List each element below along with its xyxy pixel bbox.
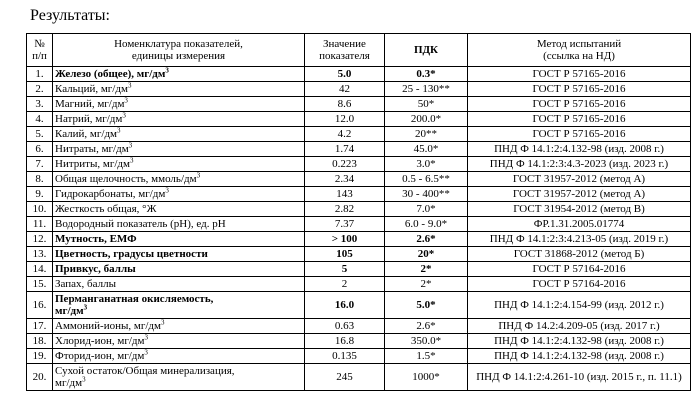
unit-superscript: 3	[144, 333, 148, 342]
row-number: 6.	[27, 142, 53, 157]
unit-superscript: 3	[196, 171, 201, 180]
indicator-name	[53, 349, 305, 364]
table-row	[27, 187, 691, 202]
header-name-line2: единицы измерения	[131, 50, 226, 62]
indicator-name	[53, 97, 305, 112]
indicator-value: 4.2	[305, 127, 385, 142]
table-row	[27, 67, 691, 82]
indicator-name-text: Натрий, мг/дм	[55, 113, 123, 125]
row-number: 7.	[27, 157, 53, 172]
table-row	[27, 97, 691, 112]
pdk-limit: 5.0*	[385, 292, 468, 319]
indicator-name-text: Мутность, ЕМФ	[55, 233, 137, 245]
unit-superscript: 3	[127, 81, 132, 90]
indicator-value: 143	[305, 187, 385, 202]
table-row	[27, 277, 691, 292]
test-method: ПНД Ф 14.1:2:4.132-98 (изд. 2008 г.)	[468, 334, 691, 349]
indicator-name-text: Водородный показатель (pH), ед. pH	[55, 218, 226, 230]
indicator-value: 2	[305, 277, 385, 292]
indicator-name-text: Нитриты, мг/дм	[55, 158, 130, 170]
test-method: ГОСТ Р 57165-2016	[468, 97, 691, 112]
test-method: ПНД Ф 14.1:2:4.154-99 (изд. 2012 г.)	[468, 292, 691, 319]
unit-superscript: 3	[128, 141, 133, 150]
indicator-name-unit: мг/дм	[55, 377, 83, 389]
indicator-value: 16.0	[305, 292, 385, 319]
test-method: ПНД Ф 14.1:2:4.132-98 (изд. 2008 г.)	[468, 142, 691, 157]
indicator-name	[53, 232, 305, 247]
pdk-limit: 45.0*	[385, 142, 468, 157]
test-method: ПНД Ф 14.1:2:4.132-98 (изд. 2008 г.)	[468, 349, 691, 364]
test-method: ПНД Ф 14.1:2:4.261-10 (изд. 2015 г., п. 11.1)	[468, 364, 691, 391]
table-row	[27, 82, 691, 97]
unit-superscript: 3	[122, 111, 126, 120]
indicator-name	[53, 292, 305, 319]
pdk-limit: 0.5 - 6.5**	[385, 172, 468, 187]
indicator-name-text: Калий, мг/дм	[55, 128, 118, 140]
row-number: 16.	[27, 292, 53, 319]
indicator-value: 5	[305, 262, 385, 277]
indicator-name	[53, 202, 305, 217]
row-number: 3.	[27, 97, 53, 112]
header-num-line2: п/п	[32, 50, 47, 62]
table-row	[27, 334, 691, 349]
pdk-limit: 2.6*	[385, 319, 468, 334]
indicator-name	[53, 319, 305, 334]
table-row	[27, 364, 691, 391]
table-row	[27, 217, 691, 232]
pdk-limit: 6.0 - 9.0*	[385, 217, 468, 232]
row-number: 5.	[27, 127, 53, 142]
test-method: ГОСТ Р 57165-2016	[468, 112, 691, 127]
indicator-name-text: Фторид-ион, мг/дм	[55, 350, 145, 362]
indicator-name-text: Нитраты, мг/дм	[55, 143, 129, 155]
indicator-name	[53, 217, 305, 232]
test-method: ГОСТ 31954-2012 (метод В)	[468, 202, 691, 217]
indicator-name-text: Аммоний-ионы, мг/дм	[55, 320, 161, 332]
header-pdk: ПДК	[385, 34, 468, 67]
pdk-limit: 200.0*	[385, 112, 468, 127]
table-row	[27, 202, 691, 217]
pdk-limit: 20*	[385, 247, 468, 262]
unit-superscript: 3	[117, 126, 121, 135]
test-method: ГОСТ Р 57165-2016	[468, 127, 691, 142]
row-number: 10.	[27, 202, 53, 217]
pdk-limit: 0.3*	[385, 67, 468, 82]
test-method: ГОСТ 31957-2012 (метод А)	[468, 172, 691, 187]
results-table	[26, 33, 691, 391]
header-name-line1: Номенклатура показателей,	[114, 38, 243, 50]
row-number: 8.	[27, 172, 53, 187]
table-row	[27, 349, 691, 364]
table-row	[27, 112, 691, 127]
indicator-name	[53, 112, 305, 127]
indicator-value: 12.0	[305, 112, 385, 127]
indicator-name	[53, 172, 305, 187]
indicator-name	[53, 277, 305, 292]
header-method	[468, 34, 691, 67]
indicator-value: 105	[305, 247, 385, 262]
indicator-name-text: Магний, мг/дм	[55, 98, 125, 110]
indicator-value: 245	[305, 364, 385, 391]
indicator-name	[53, 187, 305, 202]
pdk-limit: 3.0*	[385, 157, 468, 172]
unit-superscript: 3	[144, 348, 148, 357]
pdk-limit: 1.5*	[385, 349, 468, 364]
table-row	[27, 292, 691, 319]
header-method-line1: Метод испытаний	[536, 38, 622, 50]
indicator-name	[53, 262, 305, 277]
row-number: 2.	[27, 82, 53, 97]
indicator-value: 42	[305, 82, 385, 97]
pdk-limit: 30 - 400**	[385, 187, 468, 202]
test-method: ГОСТ 31868-2012 (метод Б)	[468, 247, 691, 262]
indicator-name-text: Жесткость общая, °Ж	[55, 203, 157, 215]
table-row	[27, 262, 691, 277]
pdk-limit: 20**	[385, 127, 468, 142]
indicator-name-text: Запах, баллы	[55, 278, 116, 290]
header-num-line1: №	[34, 38, 45, 50]
pdk-limit: 350.0*	[385, 334, 468, 349]
table-row	[27, 319, 691, 334]
pdk-limit: 50*	[385, 97, 468, 112]
indicator-value: 0.135	[305, 349, 385, 364]
unit-superscript: 3	[124, 96, 128, 105]
header-name	[53, 34, 305, 67]
header-value	[305, 34, 385, 67]
indicator-name	[53, 247, 305, 262]
test-method: ПНД Ф 14.2:4.209-05 (изд. 2017 г.)	[468, 319, 691, 334]
indicator-name	[53, 67, 305, 82]
header-num	[27, 34, 53, 67]
indicator-name-unit: мг/дм	[55, 305, 84, 317]
indicator-value: 0.223	[305, 157, 385, 172]
table-row	[27, 172, 691, 187]
test-method: ГОСТ 31957-2012 (метод А)	[468, 187, 691, 202]
unit-superscript: 3	[83, 303, 88, 312]
indicator-name-text: Сухой остаток/Общая минерализация,	[55, 365, 235, 377]
test-method: ГОСТ Р 57165-2016	[468, 82, 691, 97]
indicator-name	[53, 364, 305, 391]
indicator-name-text: Хлорид-ион, мг/дм	[55, 335, 145, 347]
pdk-limit: 7.0*	[385, 202, 468, 217]
row-number: 4.	[27, 112, 53, 127]
test-method: ФР.1.31.2005.01774	[468, 217, 691, 232]
row-number: 20.	[27, 364, 53, 391]
pdk-limit: 25 - 130**	[385, 82, 468, 97]
row-number: 19.	[27, 349, 53, 364]
test-method: ГОСТ Р 57165-2016	[468, 67, 691, 82]
indicator-name	[53, 142, 305, 157]
table-row	[27, 142, 691, 157]
row-number: 15.	[27, 277, 53, 292]
unit-superscript: 3	[165, 186, 169, 195]
table-row	[27, 247, 691, 262]
indicator-value: > 100	[305, 232, 385, 247]
test-method: ГОСТ Р 57164-2016	[468, 277, 691, 292]
row-number: 18.	[27, 334, 53, 349]
indicator-value: 2.34	[305, 172, 385, 187]
pdk-limit: 2*	[385, 277, 468, 292]
unit-superscript: 3	[165, 66, 169, 75]
indicator-name-text: Железо (общее), мг/дм	[55, 68, 166, 80]
table-header-row	[27, 34, 691, 67]
indicator-name	[53, 334, 305, 349]
indicator-value: 0.63	[305, 319, 385, 334]
unit-superscript: 3	[82, 375, 86, 384]
indicator-name-text: Кальций, мг/дм	[55, 83, 128, 95]
test-method: ПНД Ф 14.1:2:3:4.213-05 (изд. 2019 г.)	[468, 232, 691, 247]
indicator-name	[53, 82, 305, 97]
header-method-line2: (ссылка на НД)	[543, 50, 615, 62]
row-number: 9.	[27, 187, 53, 202]
row-number: 11.	[27, 217, 53, 232]
row-number: 14.	[27, 262, 53, 277]
indicator-name	[53, 157, 305, 172]
indicator-value: 5.0	[305, 67, 385, 82]
row-number: 13.	[27, 247, 53, 262]
header-value-line2: показателя	[319, 50, 370, 62]
indicator-name-text: Общая щелочность, ммоль/дм	[55, 173, 197, 185]
indicator-value: 1.74	[305, 142, 385, 157]
table-row	[27, 157, 691, 172]
indicator-value: 16.8	[305, 334, 385, 349]
pdk-limit: 1000*	[385, 364, 468, 391]
test-method: ГОСТ Р 57164-2016	[468, 262, 691, 277]
table-row	[27, 127, 691, 142]
unit-superscript: 3	[129, 156, 134, 165]
row-number: 17.	[27, 319, 53, 334]
test-method: ПНД Ф 14.1:2:3:4.3-2023 (изд. 2023 г.)	[468, 157, 691, 172]
table-row	[27, 232, 691, 247]
pdk-limit: 2*	[385, 262, 468, 277]
results-heading: Результаты:	[30, 7, 110, 24]
indicator-name-text: Гидрокарбонаты, мг/дм	[55, 188, 166, 200]
pdk-limit: 2.6*	[385, 232, 468, 247]
indicator-value: 2.82	[305, 202, 385, 217]
indicator-name-text: Цветность, градусы цветности	[55, 248, 208, 260]
indicator-name-text: Привкус, баллы	[55, 263, 136, 275]
indicator-value: 8.6	[305, 97, 385, 112]
indicator-name-text: Перманганатная окисляемость,	[55, 293, 214, 305]
header-value-line1: Значение	[323, 38, 366, 50]
indicator-name	[53, 127, 305, 142]
row-number: 1.	[27, 67, 53, 82]
indicator-value: 7.37	[305, 217, 385, 232]
unit-superscript: 3	[160, 318, 165, 327]
results-body	[27, 67, 691, 391]
row-number: 12.	[27, 232, 53, 247]
